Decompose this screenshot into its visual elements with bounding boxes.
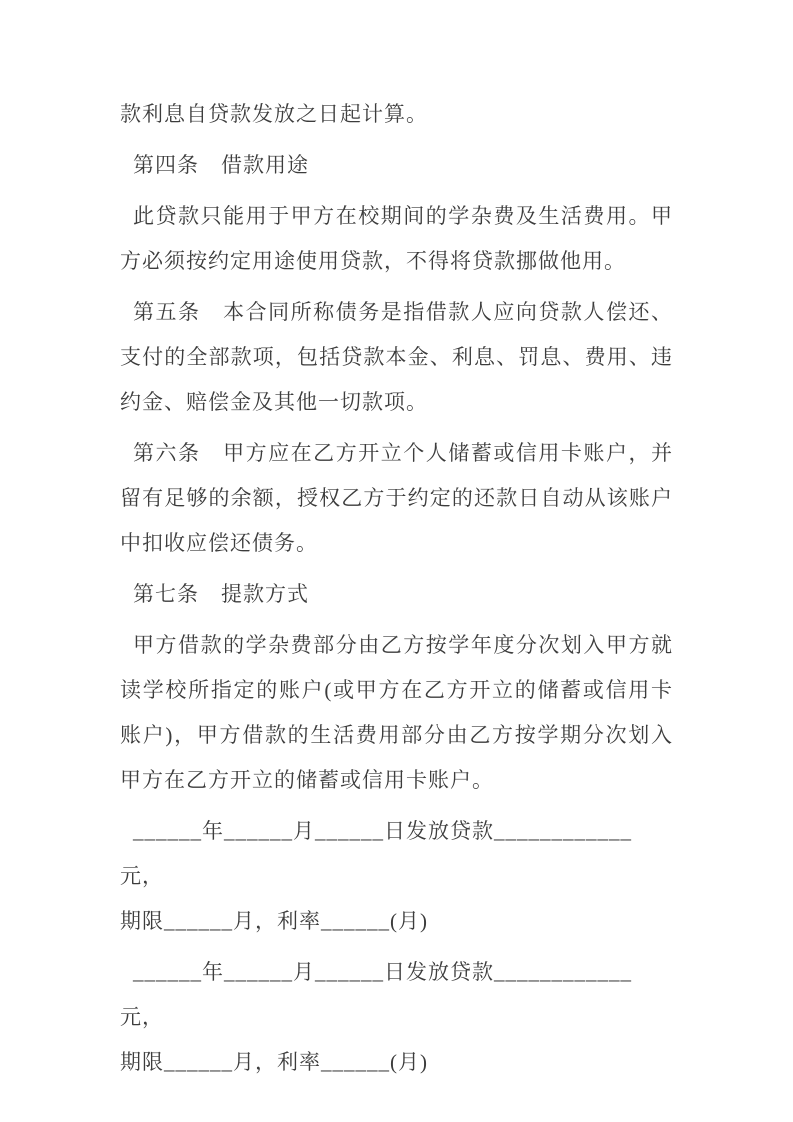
disbursement-entry-1 (120, 809, 673, 944)
article-7-heading: 第七条 提款方式 (133, 582, 309, 606)
article-4-heading: 第四条 借款用途 (133, 153, 309, 177)
disbursement-entry-1-line-2: 期限______月，利率______(月) (120, 909, 428, 933)
disbursement-entry-1-line-1: ______年______月______日发放贷款____________元， (120, 819, 632, 888)
continuation-paragraph: 款利息自贷款发放之日起计算。 (120, 102, 428, 126)
article-7-body: 甲方借款的学杂费部分由乙方按学年度分次划入甲方就读学校所指定的账户(或甲方在乙方开立的储蓄或信用卡账户)，甲方借款的生活费用部分由乙方按学期分次划入甲方在乙方开立的储蓄或信用卡账户。 (120, 633, 673, 792)
article-5-paragraph: 第五条 本合同所称债务是指借款人应向贷款人偿还、支付的全部款项，包括贷款本金、利息、罚息、费用、违约金、赔偿金及其他一切款项。 (120, 300, 673, 414)
article-4-body: 此贷款只能用于甲方在校期间的学杂费及生活费用。甲方必须按约定用途使用贷款，不得将贷款挪做他用。 (120, 204, 673, 273)
disbursement-entry-2-line-2: 期限______月，利率______(月) (120, 1050, 428, 1074)
disbursement-entry-2-line-1: ______年______月______日发放贷款____________元， (120, 960, 632, 1029)
article-6-paragraph: 第六条 甲方应在乙方开立个人储蓄或信用卡账户，并留有足够的余额，授权乙方于约定的还款日自动从该账户中扣收应偿还债务。 (120, 441, 673, 555)
disbursement-entry-2 (120, 950, 673, 1085)
